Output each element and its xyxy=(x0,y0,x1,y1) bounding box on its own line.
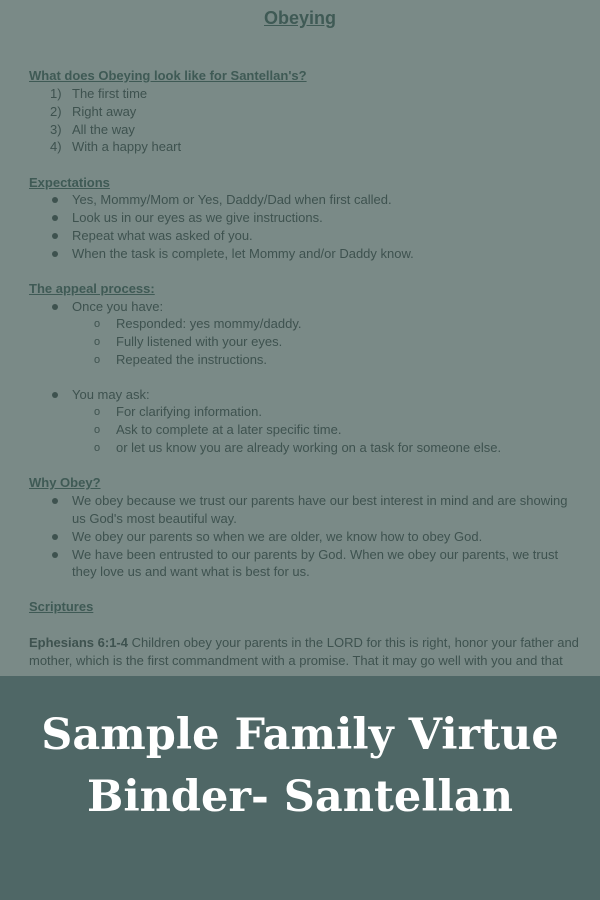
list-item-continued: us God's most beautiful way. xyxy=(72,511,237,526)
sub-list-item: For clarifying information. xyxy=(116,404,262,419)
sub-list-item: or let us know you are already working on a task for someone else. xyxy=(116,440,502,455)
bullet-icon xyxy=(52,251,58,257)
bullet-icon xyxy=(52,498,58,504)
sub-list-item: Fully listened with your eyes. xyxy=(116,334,283,349)
list-item: Right away xyxy=(72,104,137,119)
section-heading-expectations: Expectations xyxy=(29,175,110,190)
bullet-icon xyxy=(52,197,58,203)
sub-list-item: Repeated the instructions. xyxy=(116,352,268,367)
scripture-paragraph xyxy=(29,634,589,652)
list-number: 1) xyxy=(50,86,62,101)
bullet-icon xyxy=(52,552,58,558)
sub-bullet-icon: o xyxy=(94,406,101,418)
list-number: 4) xyxy=(50,139,62,154)
scripture-text: Children obey your parents in the LORD for this is right, honor your father and xyxy=(128,635,579,650)
banner-title-line1: Sample Family Virtue xyxy=(41,710,559,760)
banner-title-line2: Binder- Santellan xyxy=(86,772,514,822)
list-number: 3) xyxy=(50,122,62,137)
bullet-icon xyxy=(52,392,58,398)
section-heading-why-obey: Why Obey? xyxy=(29,475,101,490)
section-heading-appeal-process: The appeal process: xyxy=(29,281,155,296)
scripture-text-continued: mother, which is the first commandment with a promise. That it may go well with you and that xyxy=(29,653,563,668)
bullet-icon xyxy=(52,534,58,540)
sub-list-item: Responded: yes mommy/daddy. xyxy=(116,316,302,331)
list-item: Look us in our eyes as we give instructions. xyxy=(72,210,323,225)
list-item: Once you have: xyxy=(72,299,164,314)
sub-bullet-icon: o xyxy=(94,318,101,330)
list-item: All the way xyxy=(72,122,135,137)
bullet-icon xyxy=(52,304,58,310)
section-heading-scriptures: Scriptures xyxy=(29,599,94,614)
banner-title xyxy=(0,704,600,828)
sub-bullet-icon: o xyxy=(94,424,101,436)
list-item: We obey because we trust our parents have our best interest in mind and are showing xyxy=(72,493,568,508)
sub-bullet-icon: o xyxy=(94,442,101,454)
sub-bullet-icon: o xyxy=(94,336,101,348)
list-item: With a happy heart xyxy=(72,139,182,154)
bullet-icon xyxy=(52,233,58,239)
section-heading-what-obeying: What does Obeying look like for Santellan's? xyxy=(29,68,307,83)
list-item-continued: they love us and want what is best for us. xyxy=(72,564,310,579)
list-item: We obey our parents so when we are older, we know how to obey God. xyxy=(72,529,483,544)
list-item: Repeat what was asked of you. xyxy=(72,228,253,243)
sub-list-item: Ask to complete at a later specific time. xyxy=(116,422,342,437)
scripture-reference: Ephesians 6:1-4 xyxy=(29,635,128,650)
list-number: 2) xyxy=(50,104,62,119)
list-item: You may ask: xyxy=(72,387,150,402)
bullet-icon xyxy=(52,215,58,221)
list-item: The first time xyxy=(72,86,148,101)
list-item: We have been entrusted to our parents by God. When we obey our parents, we trust xyxy=(72,547,559,562)
document-title: Obeying xyxy=(263,8,336,28)
list-item: When the task is complete, let Mommy and/or Daddy know. xyxy=(72,246,414,261)
sub-bullet-icon: o xyxy=(94,354,101,366)
list-item: Yes, Mommy/Mom or Yes, Daddy/Dad when first called. xyxy=(72,192,392,207)
